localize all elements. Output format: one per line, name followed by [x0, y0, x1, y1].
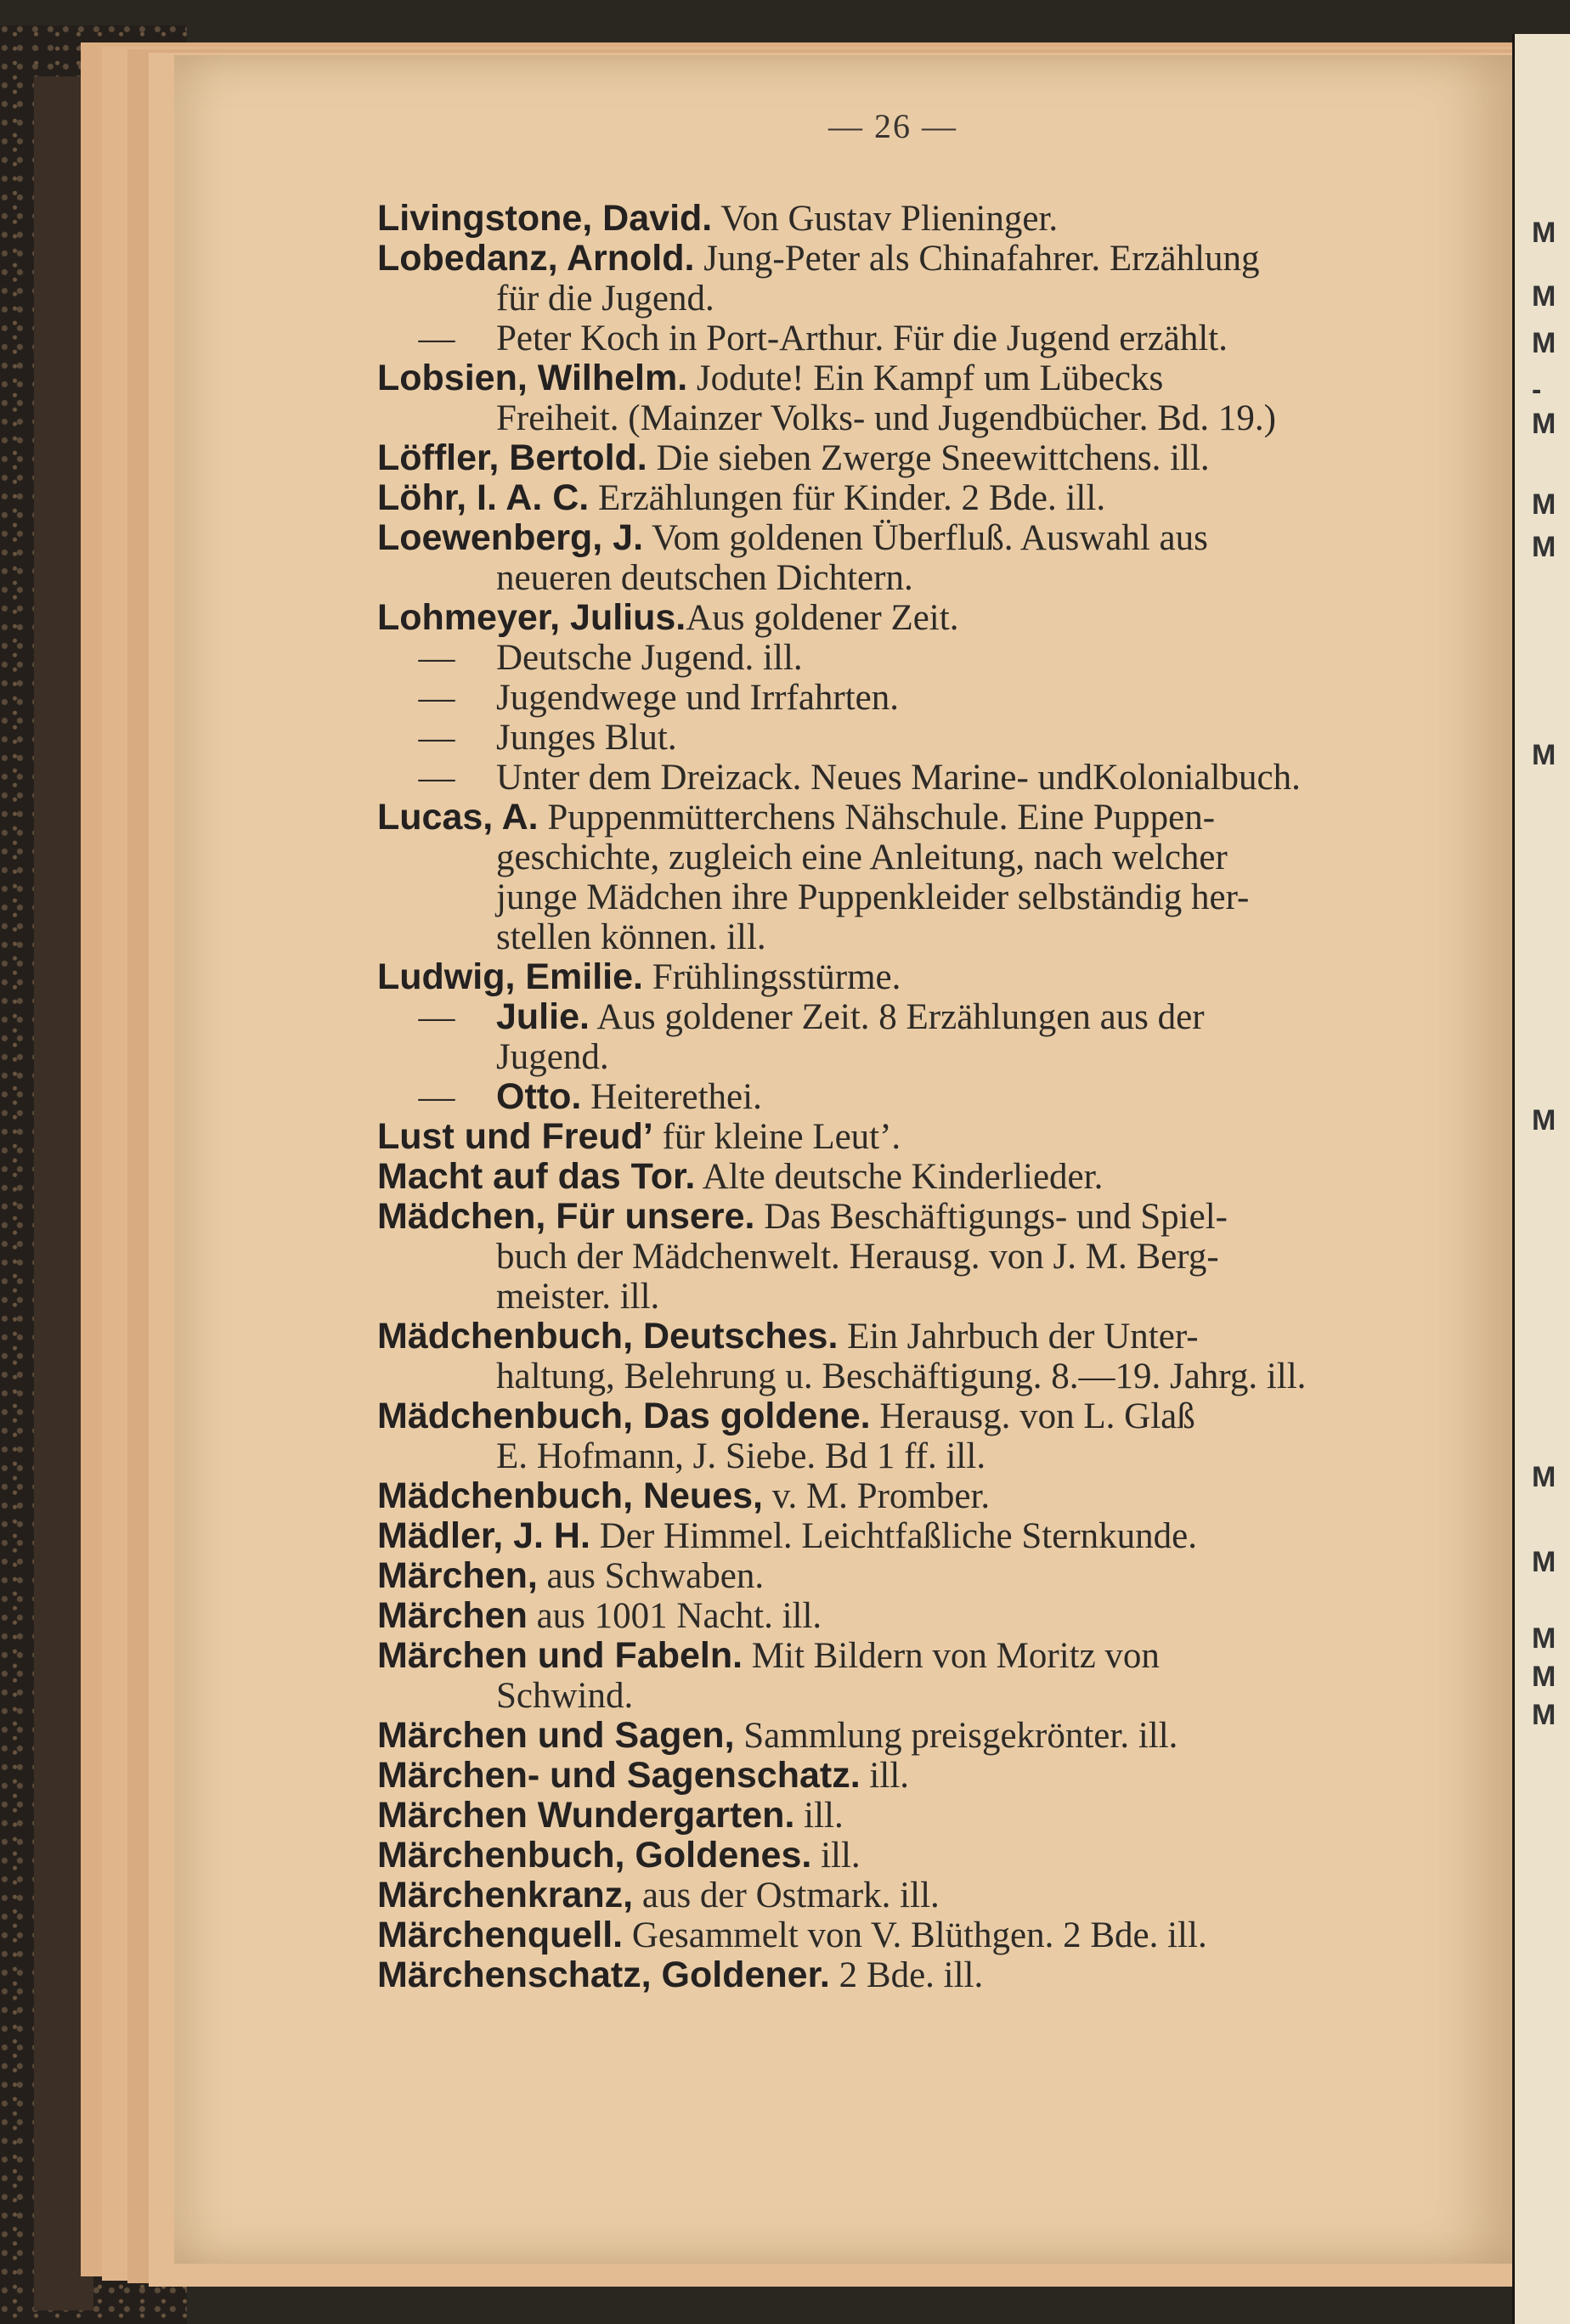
entry-author: Märchenschatz, Goldener. [377, 1955, 830, 1995]
entry-continuation: geschichte, zugleich eine Anleitung, nach welcher [496, 838, 1228, 877]
entry-body [496, 1077, 762, 1117]
entry-author: Märchenkranz, [377, 1875, 634, 1915]
entry-continuation: haltung, Belehrung u. Beschäftigung. 8.—19. Jahrg. ill. [496, 1357, 1307, 1396]
catalog-entry [377, 1317, 1482, 1396]
catalog-entry [377, 1157, 1482, 1197]
entry-author: Lohmeyer, Julius. [377, 597, 686, 638]
entry-body [377, 1476, 990, 1516]
entry-title: Das Beschäftigungs- und Spiel- [754, 1197, 1228, 1237]
entry-title: Frühlingsstürme. [642, 957, 901, 997]
entry-author: Löhr, I. A. C. [377, 477, 590, 518]
entry-title: aus 1001 Nacht. ill. [527, 1596, 822, 1636]
entry-author: Lust und Freud’ [377, 1116, 653, 1157]
catalog-entry [377, 957, 1482, 997]
catalog-entry [377, 1636, 1482, 1716]
entry-body [496, 997, 1205, 1077]
entry-list [377, 199, 1482, 1995]
entry-body [377, 478, 1105, 518]
entry-continuation: neueren deutschen Dichtern. [496, 558, 913, 598]
entry-author: Märchenbuch, Goldenes. [377, 1835, 812, 1876]
catalog-entry [377, 1516, 1482, 1556]
entry-author: Mädchenbuch, Neues, [377, 1475, 763, 1516]
entry-body [377, 1396, 1195, 1476]
entry-body [377, 1317, 1306, 1396]
catalog-entry [377, 1197, 1482, 1317]
entry-title: Herausg. von L. Glaß [870, 1396, 1195, 1436]
entry-title: ill. [794, 1796, 844, 1836]
page-number: — 26 — [828, 107, 957, 145]
entry-author: Macht auf das Tor. [377, 1156, 696, 1197]
catalog-entry [377, 798, 1482, 957]
entry-body [377, 1756, 909, 1796]
facing-page-letter: - [1532, 374, 1542, 406]
catalog-entry [377, 758, 1482, 798]
entry-author: Mädchenbuch, Das goldene. [377, 1396, 871, 1436]
entry-author: Lobedanz, Arnold. [377, 238, 695, 279]
entry-body [377, 1876, 940, 1915]
catalog-entry [377, 1796, 1482, 1836]
catalog-entry [377, 1836, 1482, 1876]
catalog-entry [377, 598, 1482, 638]
entry-body [377, 1716, 1178, 1756]
entry-body [377, 239, 1260, 319]
ditto-dash: — [418, 758, 455, 798]
entry-title: Aus goldener Zeit. [686, 598, 959, 638]
entry-title: aus Schwaben. [537, 1556, 765, 1596]
entry-title: Alte deutsche Kinderlieder. [695, 1157, 1104, 1197]
facing-page-letter: M [1532, 217, 1556, 249]
ditto-dash: — [418, 638, 455, 678]
catalog-entry [377, 358, 1482, 438]
entry-author: Livingstone, David. [377, 198, 713, 239]
entry-author: Märchen- und Sagenschatz. [377, 1755, 861, 1796]
catalog-entry [377, 1756, 1482, 1796]
catalog-entry [377, 1955, 1482, 1995]
entry-author: Märchen Wundergarten. [377, 1795, 795, 1836]
entry-author: Mädchen, Für unsere. [377, 1196, 755, 1237]
entry-title: Vom goldenen Überfluß. Auswahl aus [643, 518, 1208, 558]
entry-title: Aus goldener Zeit. 8 Erzählungen aus der [589, 997, 1205, 1037]
entry-body [377, 1915, 1207, 1955]
entry-continuation: Freiheit. (Mainzer Volks- und Jugendbücher. Bd. 19.) [496, 398, 1276, 438]
entry-body [377, 598, 958, 638]
facing-page-letter: M [1532, 1699, 1556, 1731]
catalog-entry [377, 199, 1482, 239]
catalog-entry [377, 1915, 1482, 1955]
entry-continuation: junge Mädchen ihre Puppenkleider selbständig her- [496, 877, 1250, 917]
ditto-dash: — [418, 678, 455, 718]
catalog-entry [377, 1396, 1482, 1476]
entry-body [377, 1836, 861, 1876]
entry-body [377, 358, 1276, 438]
catalog-entry [377, 518, 1482, 598]
entry-body [377, 199, 1058, 239]
entry-title: v. M. Promber. [762, 1476, 991, 1516]
facing-page-letter: M [1532, 1104, 1556, 1137]
entry-author: Löffler, Bertold. [377, 437, 647, 478]
entry-author: Otto. [496, 1076, 582, 1117]
entry-body [377, 438, 1210, 478]
ditto-dash: — [418, 1077, 455, 1117]
entry-continuation: buch der Mädchenwelt. Herausg. von J. M. Berg- [496, 1237, 1219, 1277]
entry-body [377, 1117, 901, 1157]
entry-body [377, 798, 1249, 957]
entry-title: Mit Bildern von Moritz von [743, 1636, 1160, 1676]
catalog-entry [377, 1476, 1482, 1516]
entry-author: Loewenberg, J. [377, 517, 644, 558]
catalog-entry [377, 1077, 1482, 1117]
entry-body [496, 678, 899, 718]
entry-title: Peter Koch in Port-Arthur. Für die Jugend erzählt. [496, 319, 1228, 358]
entry-title: Erzählungen für Kinder. 2 Bde. ill. [589, 478, 1106, 518]
entry-author: Märchen [377, 1595, 528, 1636]
entry-body [377, 1556, 764, 1596]
entry-title: ill. [811, 1836, 861, 1876]
entry-author: Julie. [496, 996, 590, 1037]
entry-title: Der Himmel. Leichtfaßliche Sternkunde. [590, 1516, 1197, 1556]
entry-continuation: Schwind. [496, 1676, 634, 1716]
entry-title: 2 Bde. ill. [829, 1955, 984, 1995]
entry-author: Mädchenbuch, Deutsches. [377, 1316, 839, 1357]
catalog-entry [377, 678, 1482, 718]
ditto-dash: — [418, 718, 455, 758]
entry-body [496, 319, 1228, 358]
catalog-entry [377, 638, 1482, 678]
entry-title: Jugendwege und Irrfahrten. [496, 678, 900, 718]
entry-continuation: E. Hofmann, J. Siebe. Bd 1 ff. ill. [496, 1436, 986, 1476]
entry-body [496, 718, 677, 758]
entry-body [377, 1796, 844, 1836]
entry-title: Von Gustav Plieninger. [712, 199, 1059, 239]
catalog-entry [377, 438, 1482, 478]
entry-body [377, 1157, 1103, 1197]
facing-page-letter: M [1532, 1461, 1556, 1493]
entry-title: Deutsche Jugend. ill. [496, 638, 803, 678]
facing-page-letter: M [1532, 327, 1556, 359]
entry-body [377, 1955, 983, 1995]
entry-title: Sammlung preisgekrönter. ill. [734, 1716, 1178, 1756]
entry-title: Heiterethei. [581, 1077, 762, 1117]
ditto-dash: — [418, 319, 455, 358]
entry-body [377, 1516, 1197, 1556]
entry-body [496, 758, 1301, 798]
entry-body [496, 638, 803, 678]
entry-title: für kleine Leut’. [652, 1117, 901, 1157]
facing-page-letter: M [1532, 280, 1556, 313]
catalog-entry [377, 1117, 1482, 1157]
entry-author: Märchen und Sagen, [377, 1715, 735, 1756]
ditto-dash: — [418, 997, 455, 1037]
entry-continuation: meister. ill. [496, 1277, 660, 1317]
facing-page-letter: M [1532, 1661, 1556, 1693]
entry-body [377, 1636, 1160, 1716]
entry-continuation: stellen können. ill. [496, 917, 766, 957]
catalog-entry [377, 718, 1482, 758]
entry-title: Puppenmütterchens Nähschule. Eine Puppen- [538, 798, 1216, 838]
entry-title: Jodute! Ein Kampf um Lübecks [687, 358, 1164, 398]
entry-author: Ludwig, Emilie. [377, 956, 643, 997]
entry-continuation: Jugend. [496, 1037, 609, 1077]
facing-page-letter: M [1532, 1546, 1556, 1578]
catalog-entry [377, 997, 1482, 1077]
catalog-entry [377, 1876, 1482, 1915]
entry-title: ill. [860, 1756, 910, 1796]
entry-author: Märchen, [377, 1555, 538, 1596]
entry-author: Märchenquell. [377, 1915, 624, 1955]
catalog-entry [377, 1596, 1482, 1636]
facing-page-letter: M [1532, 488, 1556, 521]
entry-author: Mädler, J. H. [377, 1515, 590, 1556]
catalog-entry [377, 478, 1482, 518]
entry-title: Jung-Peter als Chinafahrer. Erzählung [694, 239, 1260, 279]
catalog-entry [377, 239, 1482, 319]
catalog-entry [377, 1716, 1482, 1756]
facing-page-letter: M [1532, 531, 1556, 563]
entry-author: Märchen und Fabeln. [377, 1635, 743, 1676]
entry-body [377, 1197, 1228, 1317]
entry-continuation: für die Jugend. [496, 279, 714, 319]
entry-body [377, 957, 901, 997]
entry-title: Die sieben Zwerge Sneewittchens. ill. [647, 438, 1210, 478]
entry-title: Ein Jahrbuch der Unter- [838, 1317, 1199, 1357]
entry-author: Lobsien, Wilhelm. [377, 358, 688, 398]
facing-page-letter: M [1532, 1622, 1556, 1655]
catalog-entry [377, 319, 1482, 358]
entry-body [377, 518, 1208, 598]
entry-author: Lucas, A. [377, 797, 539, 838]
entry-title: aus der Ostmark. ill. [633, 1876, 940, 1915]
facing-page-letter: M [1532, 408, 1556, 440]
entry-body [377, 1596, 822, 1636]
entry-title: Junges Blut. [496, 718, 677, 758]
entry-title: Gesammelt von V. Blüthgen. 2 Bde. ill. [623, 1915, 1207, 1955]
catalog-entry [377, 1556, 1482, 1596]
entry-title: Unter dem Dreizack. Neues Marine- undKolonialbuch. [496, 758, 1301, 798]
facing-page-letter: M [1532, 739, 1556, 771]
facing-page-edge [1512, 34, 1570, 2324]
